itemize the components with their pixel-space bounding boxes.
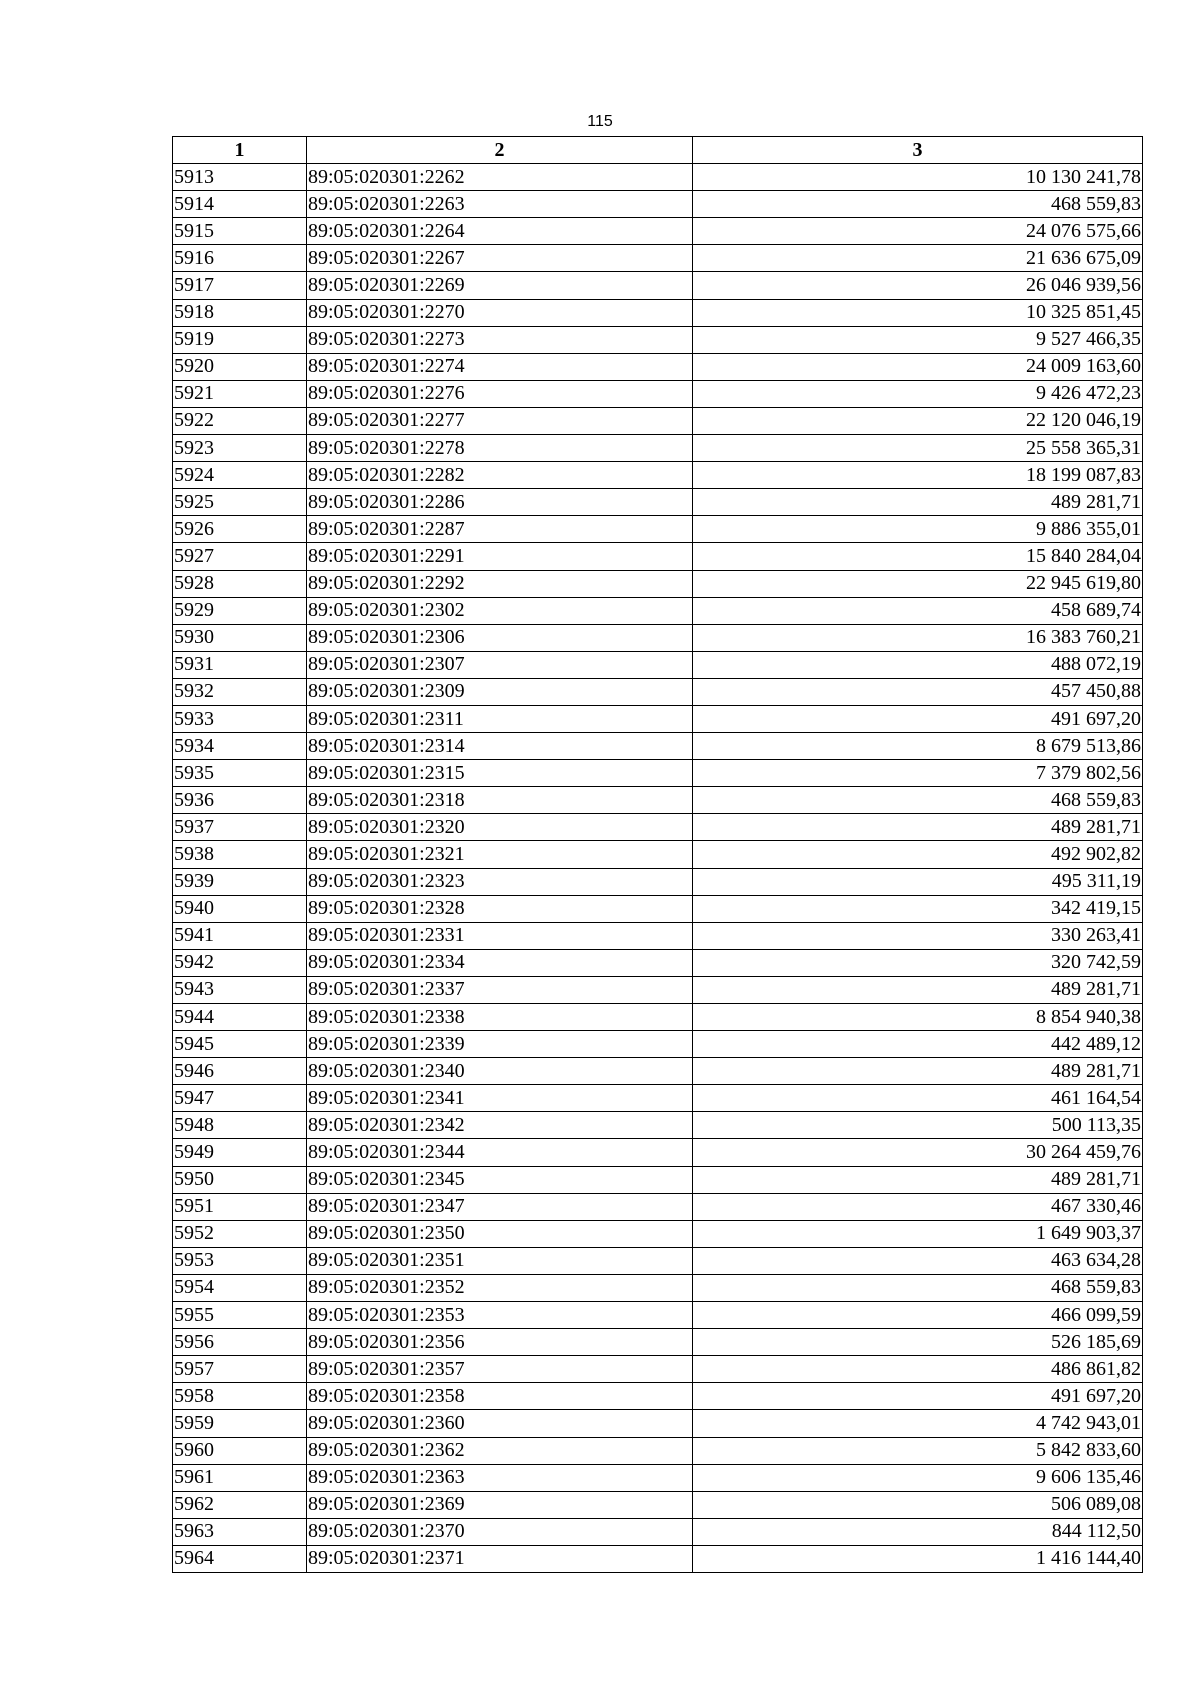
cadastral-number-cell: 89:05:020301:2363 <box>307 1464 693 1491</box>
cadastral-value-cell: 9 527 466,35 <box>693 326 1143 353</box>
row-number-cell: 5932 <box>173 678 307 705</box>
cadastral-value-cell: 9 426 472,23 <box>693 380 1143 407</box>
cadastral-value-cell: 467 330,46 <box>693 1193 1143 1220</box>
row-number-cell: 5945 <box>173 1031 307 1058</box>
table-row <box>173 218 1143 245</box>
cadastral-value-cell: 468 559,83 <box>693 787 1143 814</box>
cadastral-value-cell: 468 559,83 <box>693 191 1143 218</box>
cadastral-number-cell: 89:05:020301:2273 <box>307 326 693 353</box>
cadastral-number-cell: 89:05:020301:2262 <box>307 164 693 191</box>
row-number-cell: 5964 <box>173 1545 307 1572</box>
cadastral-number-cell: 89:05:020301:2331 <box>307 922 693 949</box>
row-number-cell: 5946 <box>173 1058 307 1085</box>
cadastral-value-cell: 16 383 760,21 <box>693 624 1143 651</box>
table-row <box>173 1518 1143 1545</box>
table-row <box>173 407 1143 434</box>
column-header-3: 3 <box>693 137 1143 164</box>
cadastral-value-cell: 18 199 087,83 <box>693 462 1143 489</box>
cadastral-number-cell: 89:05:020301:2351 <box>307 1247 693 1274</box>
cadastral-value-cell: 4 742 943,01 <box>693 1410 1143 1437</box>
row-number-cell: 5963 <box>173 1518 307 1545</box>
table-row <box>173 272 1143 299</box>
cadastral-value-cell: 489 281,71 <box>693 976 1143 1003</box>
table-row <box>173 1031 1143 1058</box>
row-number-cell: 5922 <box>173 407 307 434</box>
cadastral-value-cell: 488 072,19 <box>693 651 1143 678</box>
cadastral-number-cell: 89:05:020301:2318 <box>307 787 693 814</box>
table-row <box>173 299 1143 326</box>
cadastral-value-cell: 458 689,74 <box>693 597 1143 624</box>
cadastral-number-cell: 89:05:020301:2282 <box>307 462 693 489</box>
row-number-cell: 5918 <box>173 299 307 326</box>
row-number-cell: 5956 <box>173 1329 307 1356</box>
row-number-cell: 5959 <box>173 1410 307 1437</box>
cadastral-value-cell: 8 854 940,38 <box>693 1004 1143 1031</box>
cadastral-value-cell: 461 164,54 <box>693 1085 1143 1112</box>
cadastral-number-cell: 89:05:020301:2334 <box>307 949 693 976</box>
row-number-cell: 5938 <box>173 841 307 868</box>
cadastral-value-cell: 486 861,82 <box>693 1356 1143 1383</box>
table-row <box>173 1437 1143 1464</box>
cadastral-value-cell: 22 945 619,80 <box>693 570 1143 597</box>
row-number-cell: 5939 <box>173 868 307 895</box>
cadastral-value-cell: 9 886 355,01 <box>693 516 1143 543</box>
table-row <box>173 380 1143 407</box>
table-row <box>173 678 1143 705</box>
table-row <box>173 787 1143 814</box>
cadastral-number-cell: 89:05:020301:2277 <box>307 407 693 434</box>
table-row <box>173 353 1143 380</box>
cadastral-number-cell: 89:05:020301:2323 <box>307 868 693 895</box>
table-row <box>173 1356 1143 1383</box>
cadastral-value-cell: 468 559,83 <box>693 1274 1143 1301</box>
table-row <box>173 164 1143 191</box>
cadastral-number-cell: 89:05:020301:2358 <box>307 1383 693 1410</box>
cadastral-value-cell: 25 558 365,31 <box>693 435 1143 462</box>
table-row <box>173 191 1143 218</box>
row-number-cell: 5920 <box>173 353 307 380</box>
table-row <box>173 326 1143 353</box>
cadastral-number-cell: 89:05:020301:2314 <box>307 733 693 760</box>
table-row <box>173 1302 1143 1329</box>
table-row <box>173 1274 1143 1301</box>
row-number-cell: 5936 <box>173 787 307 814</box>
cadastral-value-cell: 491 697,20 <box>693 1383 1143 1410</box>
cadastral-number-cell: 89:05:020301:2352 <box>307 1274 693 1301</box>
cadastral-number-cell: 89:05:020301:2328 <box>307 895 693 922</box>
table-header <box>173 137 1143 164</box>
table-row <box>173 1085 1143 1112</box>
cadastral-value-cell: 24 009 163,60 <box>693 353 1143 380</box>
cadastral-number-cell: 89:05:020301:2309 <box>307 678 693 705</box>
header-row <box>173 137 1143 164</box>
row-number-cell: 5924 <box>173 462 307 489</box>
table-row <box>173 705 1143 732</box>
cadastral-value-cell: 463 634,28 <box>693 1247 1143 1274</box>
row-number-cell: 5942 <box>173 949 307 976</box>
cadastral-value-cell: 342 419,15 <box>693 895 1143 922</box>
cadastral-number-cell: 89:05:020301:2263 <box>307 191 693 218</box>
row-number-cell: 5921 <box>173 380 307 407</box>
cadastral-number-cell: 89:05:020301:2286 <box>307 489 693 516</box>
row-number-cell: 5944 <box>173 1004 307 1031</box>
cadastral-value-cell: 24 076 575,66 <box>693 218 1143 245</box>
cadastral-value-cell: 466 099,59 <box>693 1302 1143 1329</box>
cadastral-number-cell: 89:05:020301:2311 <box>307 705 693 732</box>
cadastral-number-cell: 89:05:020301:2276 <box>307 380 693 407</box>
row-number-cell: 5947 <box>173 1085 307 1112</box>
table-row <box>173 868 1143 895</box>
cadastral-number-cell: 89:05:020301:2337 <box>307 976 693 1003</box>
row-number-cell: 5935 <box>173 760 307 787</box>
cadastral-number-cell: 89:05:020301:2321 <box>307 841 693 868</box>
row-number-cell: 5954 <box>173 1274 307 1301</box>
table-row <box>173 760 1143 787</box>
row-number-cell: 5957 <box>173 1356 307 1383</box>
row-number-cell: 5933 <box>173 705 307 732</box>
table-row <box>173 570 1143 597</box>
cadastral-value-cell: 500 113,35 <box>693 1112 1143 1139</box>
table-row <box>173 733 1143 760</box>
row-number-cell: 5931 <box>173 651 307 678</box>
cadastral-number-cell: 89:05:020301:2270 <box>307 299 693 326</box>
cadastral-number-cell: 89:05:020301:2356 <box>307 1329 693 1356</box>
cadastral-number-cell: 89:05:020301:2370 <box>307 1518 693 1545</box>
cadastral-number-cell: 89:05:020301:2345 <box>307 1166 693 1193</box>
cadastral-number-cell: 89:05:020301:2357 <box>307 1356 693 1383</box>
cadastral-number-cell: 89:05:020301:2302 <box>307 597 693 624</box>
table-row <box>173 976 1143 1003</box>
cadastral-number-cell: 89:05:020301:2292 <box>307 570 693 597</box>
cadastral-number-cell: 89:05:020301:2353 <box>307 1302 693 1329</box>
cadastral-value-cell: 15 840 284,04 <box>693 543 1143 570</box>
cadastral-value-cell: 491 697,20 <box>693 705 1143 732</box>
cadastral-value-cell: 8 679 513,86 <box>693 733 1143 760</box>
cadastral-value-cell: 489 281,71 <box>693 814 1143 841</box>
row-number-cell: 5949 <box>173 1139 307 1166</box>
cadastral-value-table <box>172 136 1143 1573</box>
table-body <box>173 164 1143 1573</box>
cadastral-value-cell: 30 264 459,76 <box>693 1139 1143 1166</box>
cadastral-value-cell: 7 379 802,56 <box>693 760 1143 787</box>
cadastral-value-cell: 1 416 144,40 <box>693 1545 1143 1572</box>
cadastral-number-cell: 89:05:020301:2347 <box>307 1193 693 1220</box>
cadastral-number-cell: 89:05:020301:2320 <box>307 814 693 841</box>
table-row <box>173 651 1143 678</box>
row-number-cell: 5916 <box>173 245 307 272</box>
row-number-cell: 5919 <box>173 326 307 353</box>
cadastral-number-cell: 89:05:020301:2362 <box>307 1437 693 1464</box>
row-number-cell: 5948 <box>173 1112 307 1139</box>
table-row <box>173 1491 1143 1518</box>
row-number-cell: 5923 <box>173 435 307 462</box>
table-row <box>173 1004 1143 1031</box>
table-row <box>173 435 1143 462</box>
row-number-cell: 5953 <box>173 1247 307 1274</box>
table-row <box>173 1329 1143 1356</box>
row-number-cell: 5913 <box>173 164 307 191</box>
cadastral-value-cell: 10 130 241,78 <box>693 164 1143 191</box>
cadastral-value-cell: 526 185,69 <box>693 1329 1143 1356</box>
cadastral-value-cell: 457 450,88 <box>693 678 1143 705</box>
cadastral-number-cell: 89:05:020301:2306 <box>307 624 693 651</box>
cadastral-number-cell: 89:05:020301:2344 <box>307 1139 693 1166</box>
table-row <box>173 543 1143 570</box>
table-row <box>173 1464 1143 1491</box>
cadastral-number-cell: 89:05:020301:2264 <box>307 218 693 245</box>
cadastral-value-cell: 10 325 851,45 <box>693 299 1143 326</box>
column-header-2: 2 <box>307 137 693 164</box>
table-row <box>173 1193 1143 1220</box>
row-number-cell: 5962 <box>173 1491 307 1518</box>
cadastral-number-cell: 89:05:020301:2315 <box>307 760 693 787</box>
table-row <box>173 489 1143 516</box>
row-number-cell: 5927 <box>173 543 307 570</box>
page-number: 115 <box>587 113 613 130</box>
cadastral-number-cell: 89:05:020301:2360 <box>307 1410 693 1437</box>
row-number-cell: 5917 <box>173 272 307 299</box>
row-number-cell: 5960 <box>173 1437 307 1464</box>
cadastral-value-cell: 442 489,12 <box>693 1031 1143 1058</box>
table-row <box>173 841 1143 868</box>
cadastral-number-cell: 89:05:020301:2278 <box>307 435 693 462</box>
cadastral-value-cell: 489 281,71 <box>693 489 1143 516</box>
row-number-cell: 5937 <box>173 814 307 841</box>
table-row <box>173 895 1143 922</box>
cadastral-number-cell: 89:05:020301:2339 <box>307 1031 693 1058</box>
table-row <box>173 1139 1143 1166</box>
cadastral-number-cell: 89:05:020301:2291 <box>307 543 693 570</box>
row-number-cell: 5941 <box>173 922 307 949</box>
cadastral-value-cell: 489 281,71 <box>693 1058 1143 1085</box>
row-number-cell: 5955 <box>173 1302 307 1329</box>
cadastral-value-cell: 1 649 903,37 <box>693 1220 1143 1247</box>
row-number-cell: 5940 <box>173 895 307 922</box>
row-number-cell: 5926 <box>173 516 307 543</box>
row-number-cell: 5930 <box>173 624 307 651</box>
table-row <box>173 949 1143 976</box>
table-row <box>173 245 1143 272</box>
row-number-cell: 5943 <box>173 976 307 1003</box>
table-row <box>173 462 1143 489</box>
cadastral-number-cell: 89:05:020301:2267 <box>307 245 693 272</box>
table-row <box>173 597 1143 624</box>
table-row <box>173 1383 1143 1410</box>
row-number-cell: 5958 <box>173 1383 307 1410</box>
cadastral-number-cell: 89:05:020301:2371 <box>307 1545 693 1572</box>
row-number-cell: 5925 <box>173 489 307 516</box>
table-row <box>173 814 1143 841</box>
row-number-cell: 5915 <box>173 218 307 245</box>
cadastral-value-cell: 506 089,08 <box>693 1491 1143 1518</box>
column-header-1: 1 <box>173 137 307 164</box>
cadastral-number-cell: 89:05:020301:2274 <box>307 353 693 380</box>
cadastral-number-cell: 89:05:020301:2338 <box>307 1004 693 1031</box>
cadastral-value-cell: 26 046 939,56 <box>693 272 1143 299</box>
cadastral-value-cell: 330 263,41 <box>693 922 1143 949</box>
row-number-cell: 5961 <box>173 1464 307 1491</box>
cadastral-value-cell: 489 281,71 <box>693 1166 1143 1193</box>
cadastral-value-cell: 9 606 135,46 <box>693 1464 1143 1491</box>
row-number-cell: 5950 <box>173 1166 307 1193</box>
cadastral-value-cell: 5 842 833,60 <box>693 1437 1143 1464</box>
cadastral-value-cell: 21 636 675,09 <box>693 245 1143 272</box>
cadastral-value-cell: 495 311,19 <box>693 868 1143 895</box>
cadastral-number-cell: 89:05:020301:2350 <box>307 1220 693 1247</box>
cadastral-number-cell: 89:05:020301:2342 <box>307 1112 693 1139</box>
table-row <box>173 1112 1143 1139</box>
row-number-cell: 5914 <box>173 191 307 218</box>
cadastral-number-cell: 89:05:020301:2341 <box>307 1085 693 1112</box>
row-number-cell: 5928 <box>173 570 307 597</box>
cadastral-number-cell: 89:05:020301:2340 <box>307 1058 693 1085</box>
table-row <box>173 1545 1143 1572</box>
table-row <box>173 1247 1143 1274</box>
table-row <box>173 516 1143 543</box>
table-row <box>173 1166 1143 1193</box>
table-row <box>173 922 1143 949</box>
cadastral-value-cell: 844 112,50 <box>693 1518 1143 1545</box>
row-number-cell: 5934 <box>173 733 307 760</box>
cadastral-number-cell: 89:05:020301:2369 <box>307 1491 693 1518</box>
row-number-cell: 5929 <box>173 597 307 624</box>
row-number-cell: 5951 <box>173 1193 307 1220</box>
cadastral-value-cell: 320 742,59 <box>693 949 1143 976</box>
cadastral-value-cell: 22 120 046,19 <box>693 407 1143 434</box>
cadastral-number-cell: 89:05:020301:2307 <box>307 651 693 678</box>
table-row <box>173 1058 1143 1085</box>
cadastral-number-cell: 89:05:020301:2287 <box>307 516 693 543</box>
cadastral-value-cell: 492 902,82 <box>693 841 1143 868</box>
table-row <box>173 1220 1143 1247</box>
table-row <box>173 1410 1143 1437</box>
table-row <box>173 624 1143 651</box>
row-number-cell: 5952 <box>173 1220 307 1247</box>
cadastral-number-cell: 89:05:020301:2269 <box>307 272 693 299</box>
